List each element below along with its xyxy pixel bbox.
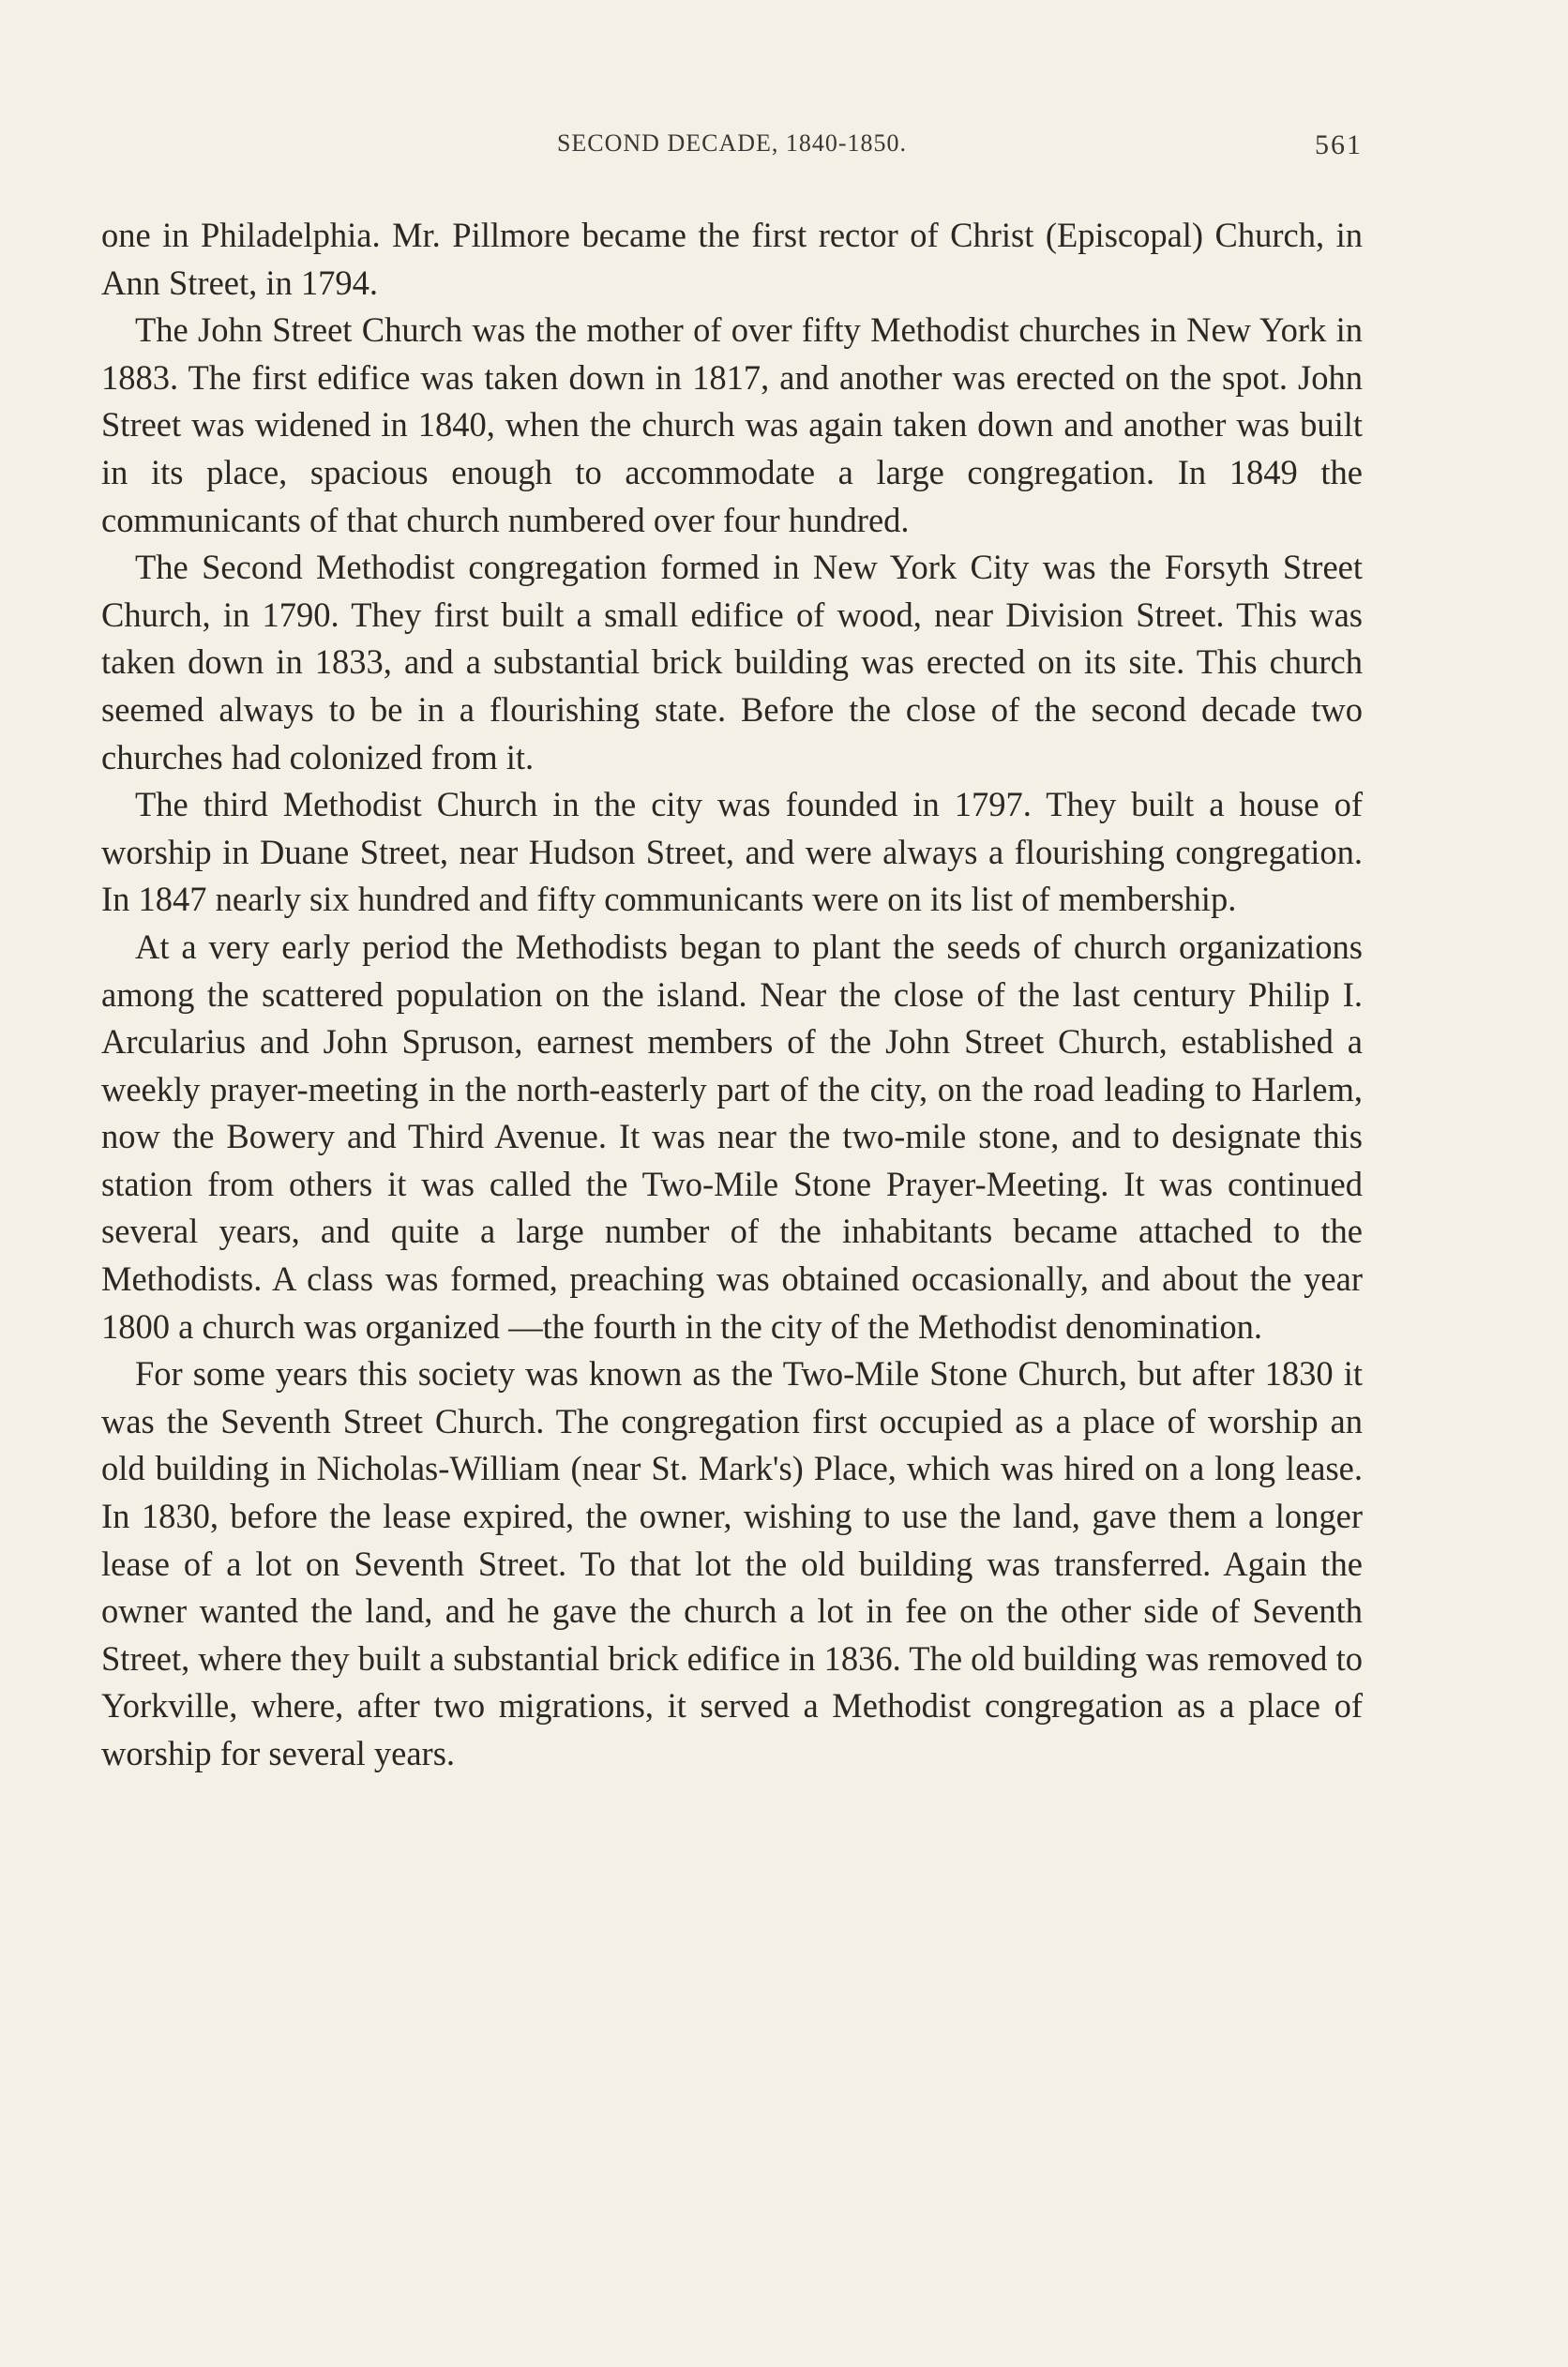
paragraph-third-methodist-church: The third Methodist Church in the city was founded in 1797. They built a house of worship in Duane Street, near Hudson Street, and were always a flourishing congregation. In 1847 nearly six hundred and fifty communicants were on its list of membership. xyxy=(101,785,1363,919)
paragraph-john-street-church: The John Street Church was the mother of over fifty Methodist churches in New York in 1883. The first edifice was taken down in 1817, and another was erected on the spot. John Street was widened in 1840, when the church was again taken down and another was built in its place, spacious enough to accommodate a large congregation. In 1849 the communicants of that church numbered over four hundred. xyxy=(101,310,1363,539)
running-title: SECOND DECADE, 1840-1850. xyxy=(556,129,908,157)
paragraph-forsyth-street-church: The Second Methodist congregation formed in New York City was the Forsyth Street Church, in 1790. They first built a small edifice of wood, near Division Street. This was taken down in 1833, and a substantial brick building was erected on its site. This church seemed always to be in a flourishing state. Before the close of the second decade two churches had colonized from it. xyxy=(101,548,1363,776)
paragraph-two-mile-stone-prayer-meeting: At a very early period the Methodists began to plant the seeds of church organizations among the scattered population on the island. Near the close of the last century Philip I. Arcularius and John Spruson, earnest members of the John Street Church, established a weekly prayer-meeting in the north-easterly part of the city, on the road leading to Harlem, now the Bowery and Third Avenue. It was near the two-mile stone, and to designate this station from others it was called the Two-Mile Stone Prayer-Meeting. It was continued several years, and quite a large number of the inhabitants became attached to the Methodists. A class was formed, preaching was obtained occasionally, and about the year 1800 a church was organized —the fourth in the city of the Methodist denomination. xyxy=(101,927,1363,1346)
paragraph-seventh-street-church: For some years this society was known as the Two-Mile Stone Church, but after 1830 it was the Seventh Street Church. The congregation first occupied as a place of worship an old building in Nicholas-William (near St. Mark's) Place, which was hired on a long lease. In 1830, before the lease expired, the owner, wishing to use the land, gave them a longer lease of a lot on Seventh Street. To that lot the old building was transferred. Again the owner wanted the land, and he gave the church a lot in fee on the other side of Seventh Street, where they built a substantial brick edifice in 1836. The old building was removed to Yorkville, where, after two migrations, it served a Methodist congregation as a place of worship for several years. xyxy=(101,1354,1363,1772)
page-number: 561 xyxy=(1315,129,1363,160)
body-text xyxy=(101,212,1363,1778)
paragraph-continuation: one in Philadelphia. Mr. Pillmore became the first rector of Christ (Episcopal) Church, in Ann Street, in 1794. xyxy=(101,216,1363,302)
running-head xyxy=(101,129,1363,167)
